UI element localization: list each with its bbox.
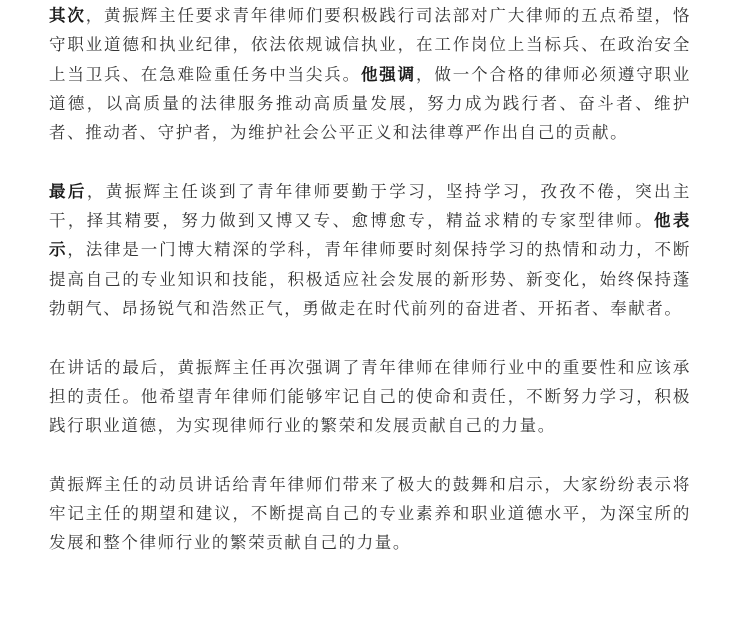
bold-lead-secondly: 其次 bbox=[49, 6, 86, 25]
paragraph-finally bbox=[49, 177, 691, 323]
paragraph-text: 在讲话的最后，黄振辉主任再次强调了青年律师在律师行业中的重要性和应该承担的责任。他希望青年律师们能够牢记自己的使命和责任，不断努力学习，积极践行职业道德，为实现律师行业的繁荣和发展贡献自己的力量。 bbox=[49, 357, 691, 436]
paragraph-text: ，黄振辉主任谈到了青年律师要勤于学习，坚持学习，孜孜不倦，突出主干，择其精要，努力做到又博又专、愈博愈专，精益求精的专家型律师。 bbox=[49, 181, 691, 231]
paragraph-text: ，做一个合格的律师必须遵守职业道德，以高质量的法律服务推动高质量发展，努力成为践行者、奋斗者、维护者、推动者、守护者，为维护社会公平正义和法律尊严作出自己的贡献。 bbox=[49, 64, 692, 143]
paragraph-secondly bbox=[49, 0, 691, 147]
paragraph-text: ，法律是一门博大精深的学科，青年律师要时刻保持学习的热情和动力，不断提高自己的专业知识和技能，积极适应社会发展的新形势、新变化，始终保持蓬勃朝气、昂扬锐气和浩然正气，勇做走在时代前列的奋进者、开拓者、奉献者。 bbox=[49, 240, 691, 318]
bold-lead-finally: 最后 bbox=[49, 181, 87, 201]
paragraph-spacer bbox=[49, 323, 691, 352]
paragraph-closing-speech bbox=[49, 353, 691, 441]
bold-phrase-he-emphasized: 他强调 bbox=[360, 64, 417, 84]
bold-phrase-he-stated: 他表示 bbox=[49, 211, 692, 260]
paragraph-text: 黄振辉主任的动员讲话给青年律师们带来了极大的鼓舞和启示，大家纷纷表示将牢记主任的期望和建议，不断提高自己的专业素养和职业道德水平，为深宝所的发展和整个律师行业的繁荣贡献自己的力量。 bbox=[49, 474, 691, 553]
paragraph-spacer bbox=[49, 440, 691, 469]
paragraph-text: ，黄振辉主任要求青年律师们要积极践行司法部对广大律师的五点希望，恪守职业道德和执业纪律，依法依规诚信执业，在工作岗位上当标兵、在政治安全上当卫兵、在急难险重任务中当尖兵。 bbox=[49, 6, 691, 84]
paragraph-conclusion bbox=[49, 470, 691, 558]
paragraph-spacer bbox=[49, 147, 691, 176]
